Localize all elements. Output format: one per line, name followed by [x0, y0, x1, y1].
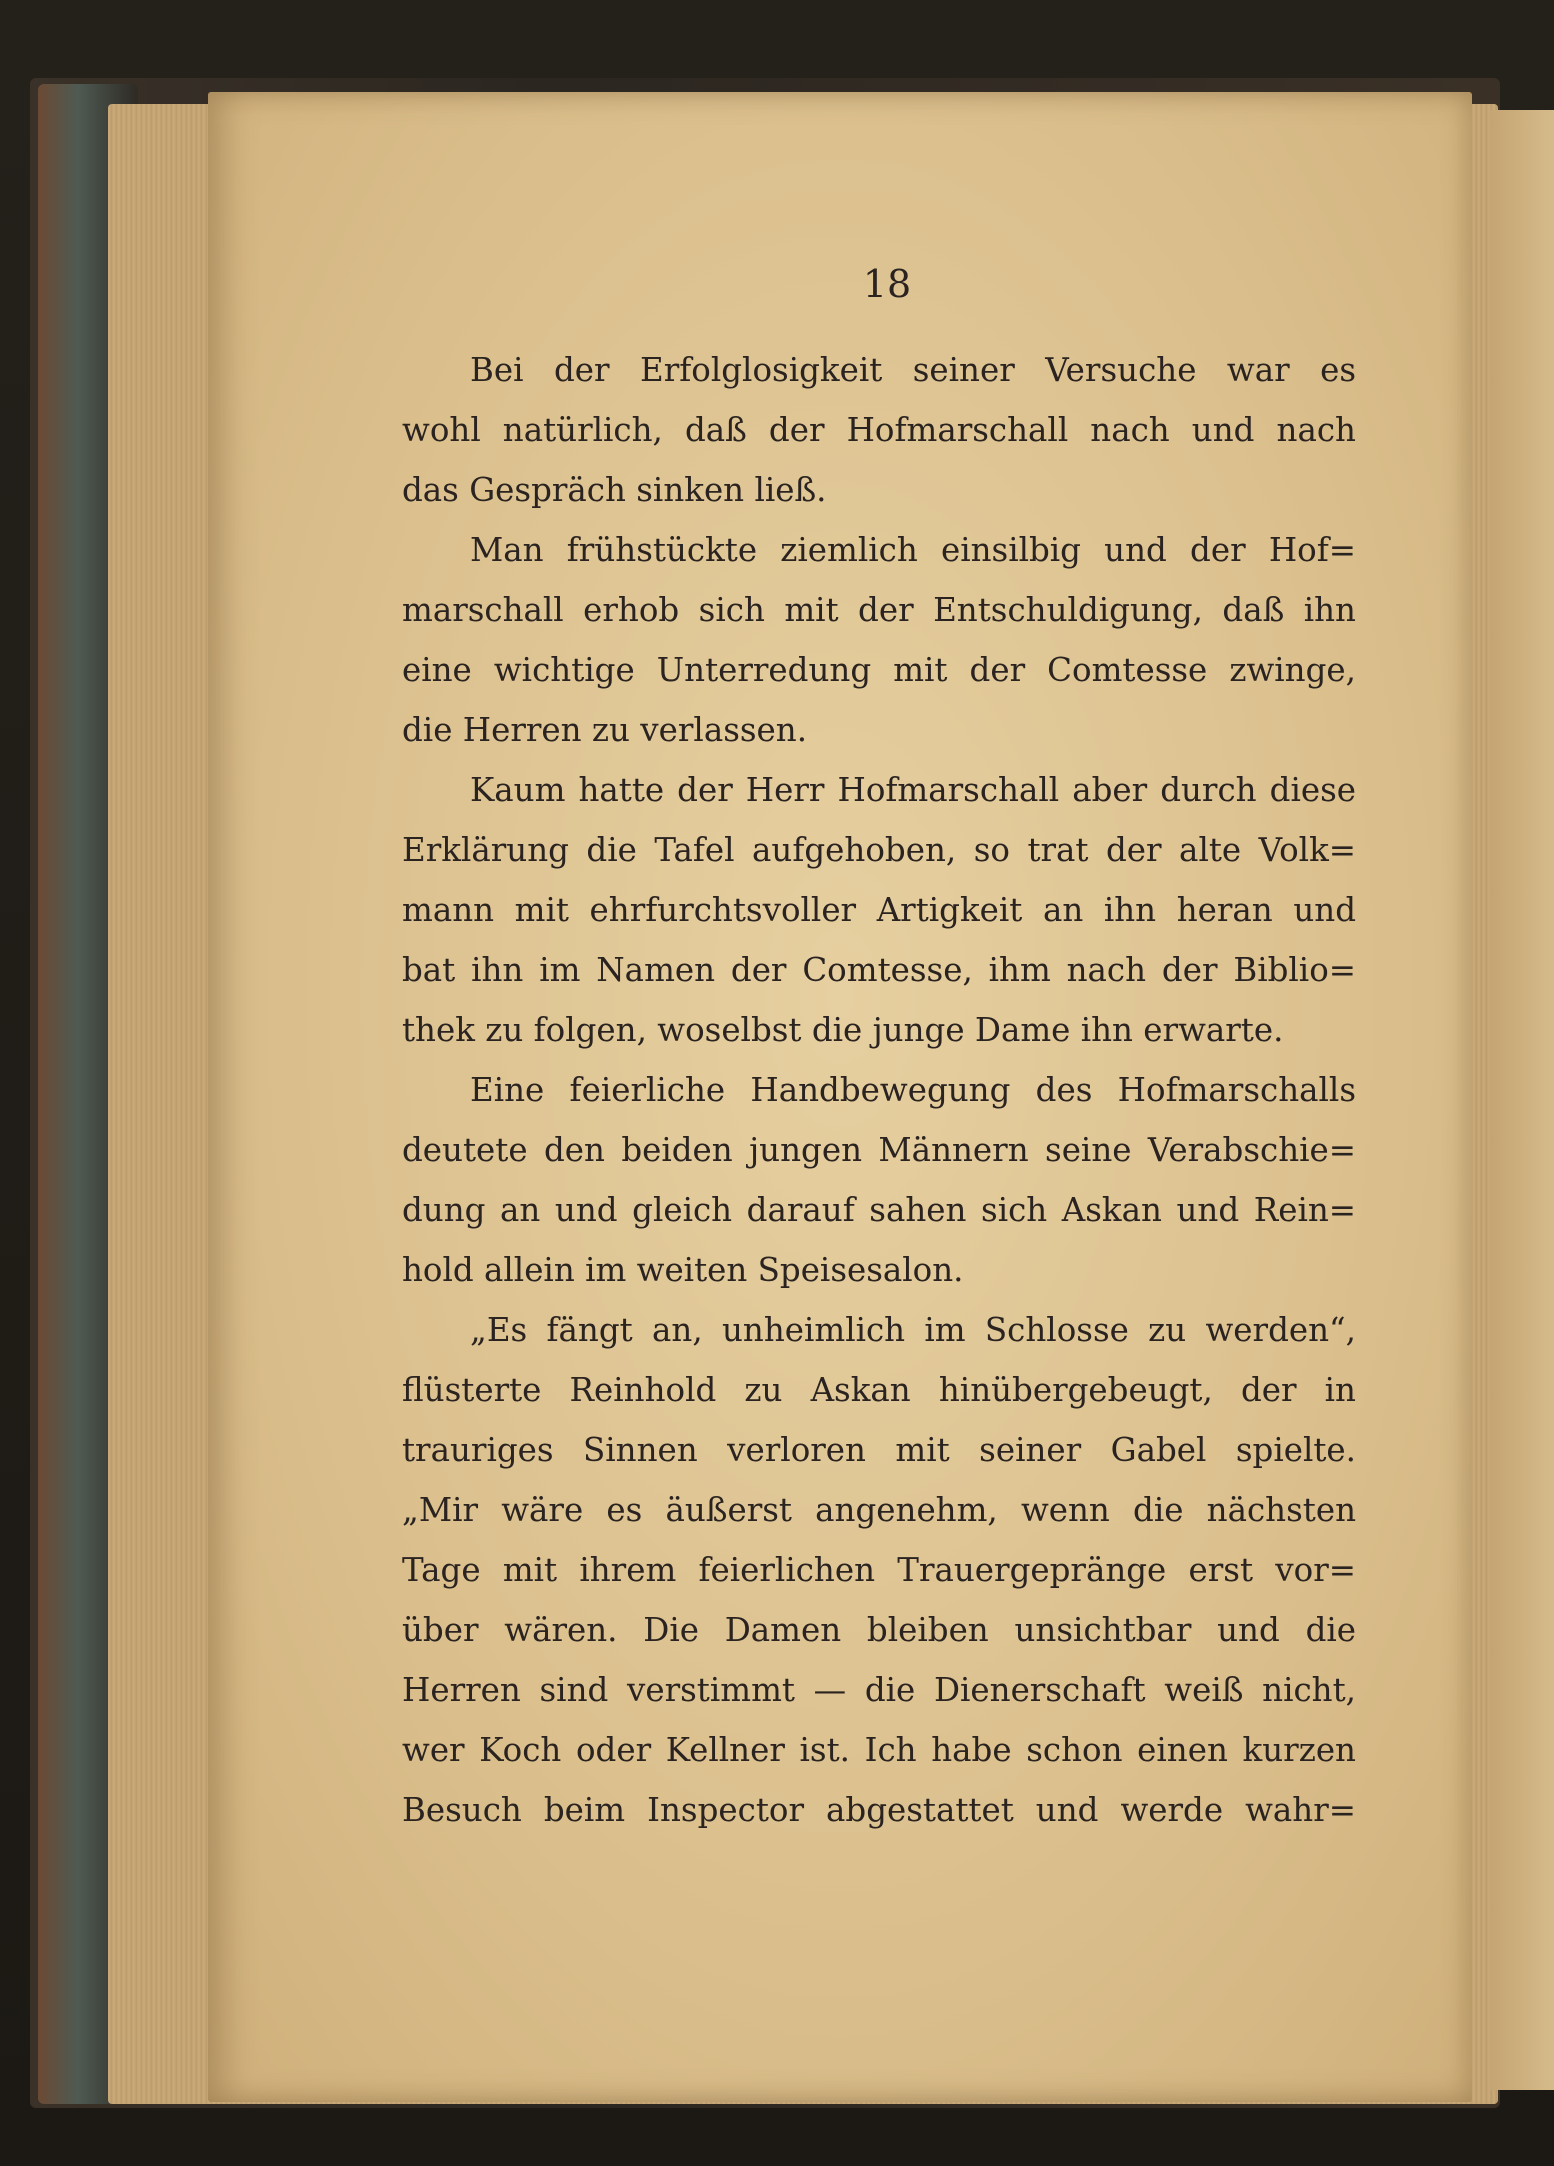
facing-page-edge: [1490, 110, 1554, 2090]
text-line: die Herren zu verlassen.: [402, 711, 808, 749]
text-line: „Mir wäre es äußerst angenehm, wenn die nächsten: [402, 1491, 1356, 1529]
text-line: Kaum hatte der Herr Hofmarschall aber durch diese: [470, 771, 1356, 809]
text-line: Tage mit ihrem feierlichen Trauergepränge erst vor=: [402, 1551, 1356, 1589]
text-line: eine wichtige Unterredung mit der Comtesse zwinge,: [402, 651, 1356, 689]
text-line: Eine feierliche Handbewegung des Hofmarschalls: [470, 1071, 1356, 1109]
text-line: flüsterte Reinhold zu Askan hinübergebeugt, der in: [402, 1371, 1356, 1409]
page-number: 18: [862, 262, 912, 306]
text-line: trauriges Sinnen verloren mit seiner Gabel spielte.: [402, 1431, 1356, 1469]
text-line: über wären. Die Damen bleiben unsichtbar und die: [402, 1611, 1356, 1649]
text-line: wer Koch oder Kellner ist. Ich habe schon einen kurzen: [402, 1731, 1356, 1769]
text-line: hold allein im weiten Speisesalon.: [402, 1251, 964, 1289]
text-line: Man frühstückte ziemlich einsilbig und der Hof=: [470, 531, 1356, 569]
text-line: mann mit ehrfurchtsvoller Artigkeit an ihn heran und: [402, 891, 1356, 929]
text-line: wohl natürlich, daß der Hofmarschall nach und nach: [402, 411, 1356, 449]
text-line: Erklärung die Tafel aufgehoben, so trat der alte Volk=: [402, 831, 1356, 869]
text-line: Herren sind verstimmt — die Dienerschaft weiß nicht,: [402, 1671, 1356, 1709]
text-line: thek zu folgen, woselbst die junge Dame ihn erwarte.: [402, 1011, 1284, 1049]
text-line: Besuch beim Inspector abgestattet und werde wahr=: [402, 1791, 1356, 1829]
text-line: dung an und gleich darauf sahen sich Askan und Rein=: [402, 1191, 1356, 1229]
text-line: Bei der Erfolglosigkeit seiner Versuche war es: [470, 351, 1356, 389]
page-text: [402, 340, 1356, 1840]
text-line: marschall erhob sich mit der Entschuldigung, daß ihn: [402, 591, 1356, 629]
text-line: „Es fängt an, unheimlich im Schlosse zu werden“,: [470, 1311, 1356, 1349]
text-line: bat ihn im Namen der Comtesse, ihm nach der Biblio=: [402, 951, 1356, 989]
text-line: das Gespräch sinken ließ.: [402, 471, 827, 509]
text-line: deutete den beiden jungen Männern seine Verabschie=: [402, 1131, 1356, 1169]
